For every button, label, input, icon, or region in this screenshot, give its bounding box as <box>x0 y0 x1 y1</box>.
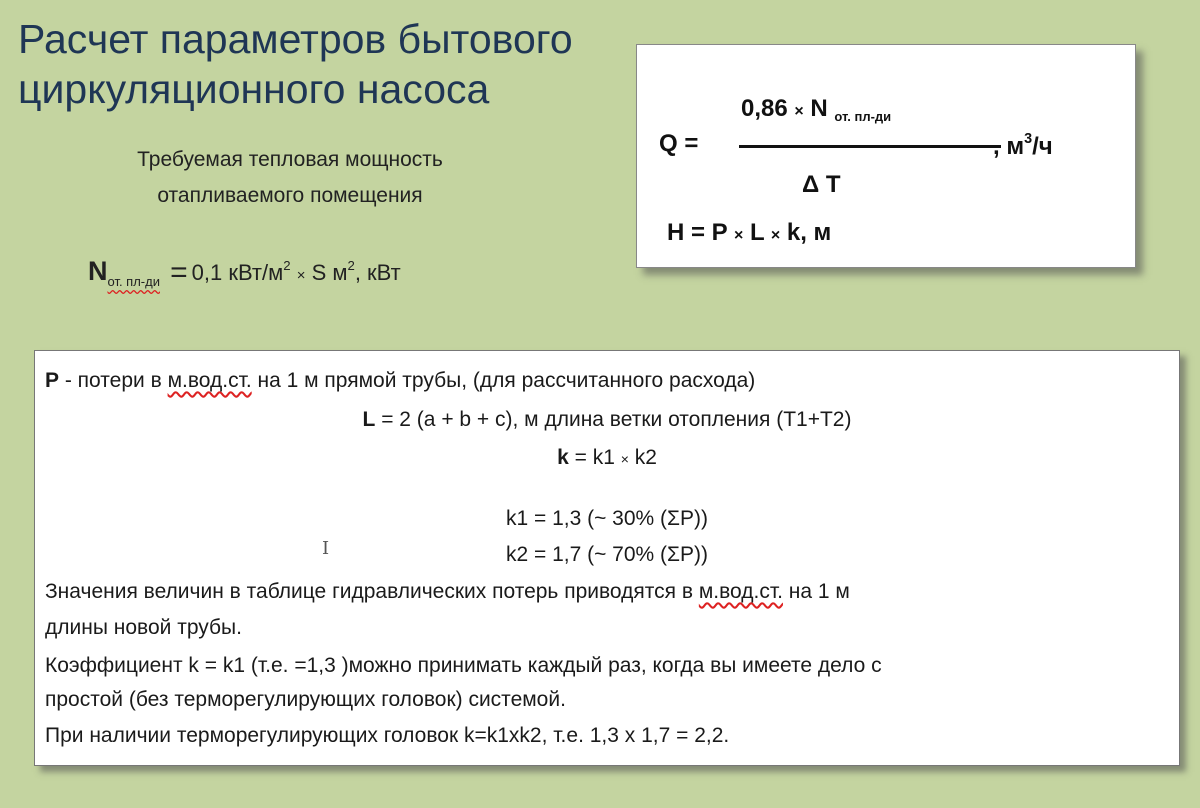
k-multiply-sign: × <box>620 451 629 467</box>
k-text-b: k2 <box>628 446 657 469</box>
fraction-bar <box>739 145 1001 148</box>
table-note-unit: м.вод.ст. <box>698 580 783 603</box>
k1-value-line: k1 = 1,3 (~ 30% (ΣР)) <box>505 507 709 530</box>
power-subscript: от. пл-ди <box>107 274 160 289</box>
coefficient-note-line-2: простой (без терморегулирующих головок) системой. <box>45 688 566 711</box>
k-coefficient-line <box>35 446 1179 470</box>
formula-term-a: 0,1 кВт/м <box>191 260 284 285</box>
k2-value-line: k2 = 1,7 (~ 70% (ΣР)) <box>505 543 709 566</box>
heat-power-caption <box>60 142 520 214</box>
text-cursor-icon: I <box>322 538 330 559</box>
power-symbol: N <box>88 256 108 286</box>
branch-length-symbol: L <box>362 408 376 431</box>
flow-unit-prefix: , м <box>993 133 1025 160</box>
k-text-a: = k1 <box>568 446 621 469</box>
coefficient-note-line-1: Коэффициент k = k1 (т.е. =1,3 )можно принимать каждый раз, когда вы имеете дело с <box>45 654 882 677</box>
heat-power-formula <box>88 256 401 290</box>
pressure-loss-text-b: на 1 м прямой трубы, (для рассчитанного расхода) <box>251 369 756 392</box>
pressure-loss-text-a: - потери в <box>59 369 168 392</box>
flow-head-formula-box <box>636 44 1136 268</box>
k-symbol: k <box>557 446 569 469</box>
flow-coefficient: 0,86 <box>741 95 788 122</box>
branch-length-line <box>35 408 1179 432</box>
branch-length-text: = 2 (a + b + c), м длина ветки отопления (Т1+Т2) <box>375 408 852 431</box>
table-note-text-b: на 1 м <box>782 580 850 603</box>
multiply-sign: × <box>296 267 306 284</box>
flow-numerator <box>741 95 891 124</box>
heat-power-caption-line-2: отапливаемого помещения <box>157 184 423 207</box>
flow-lhs: Q = <box>659 130 699 157</box>
pressure-loss-symbol: P <box>45 369 60 392</box>
head-formula-prefix: H = P <box>667 219 728 246</box>
flow-power-symbol: N <box>810 95 828 122</box>
head-multiply-sign-2: × <box>770 227 781 244</box>
flow-power-subscript: от. пл-ди <box>834 109 892 124</box>
flow-denominator: Δ T <box>802 171 841 198</box>
head-multiply-sign-1: × <box>733 227 744 244</box>
flow-unit <box>993 133 1053 161</box>
head-formula-suffix: k, м <box>786 219 832 246</box>
table-note-text-a: Значения величин в таблице гидравлических потерь приводятся в <box>45 580 699 603</box>
pressure-loss-line <box>45 369 755 393</box>
heat-power-caption-line-1: Требуемая тепловая мощность <box>137 148 443 171</box>
head-formula-length: L <box>749 219 765 246</box>
flow-unit-sup: 3 <box>1024 131 1033 148</box>
formula-term-b: S м <box>305 260 348 285</box>
flow-unit-suffix: /ч <box>1032 133 1053 160</box>
slide-title-line-1: Расчет параметров бытового <box>18 16 573 62</box>
formula-unit: , кВт <box>354 260 401 285</box>
flow-multiply-sign: × <box>794 103 804 120</box>
notes-box <box>34 350 1180 766</box>
pressure-loss-unit: м.вод.ст. <box>167 369 252 392</box>
head-formula <box>667 219 831 247</box>
table-note-line-2: длины новой трубы. <box>45 616 242 639</box>
formula-sup-a: 2 <box>283 258 291 274</box>
formula-sup-b: 2 <box>347 258 355 274</box>
slide-title-line-2: циркуляционного насоса <box>18 66 490 112</box>
thermostat-note-line: При наличии терморегулирующих головок k=k1xk2, т.е. 1,3 х 1,7 = 2,2. <box>45 724 730 747</box>
slide-title <box>18 14 573 114</box>
equals-sign: = <box>170 256 188 289</box>
table-note-line-1 <box>45 580 850 604</box>
